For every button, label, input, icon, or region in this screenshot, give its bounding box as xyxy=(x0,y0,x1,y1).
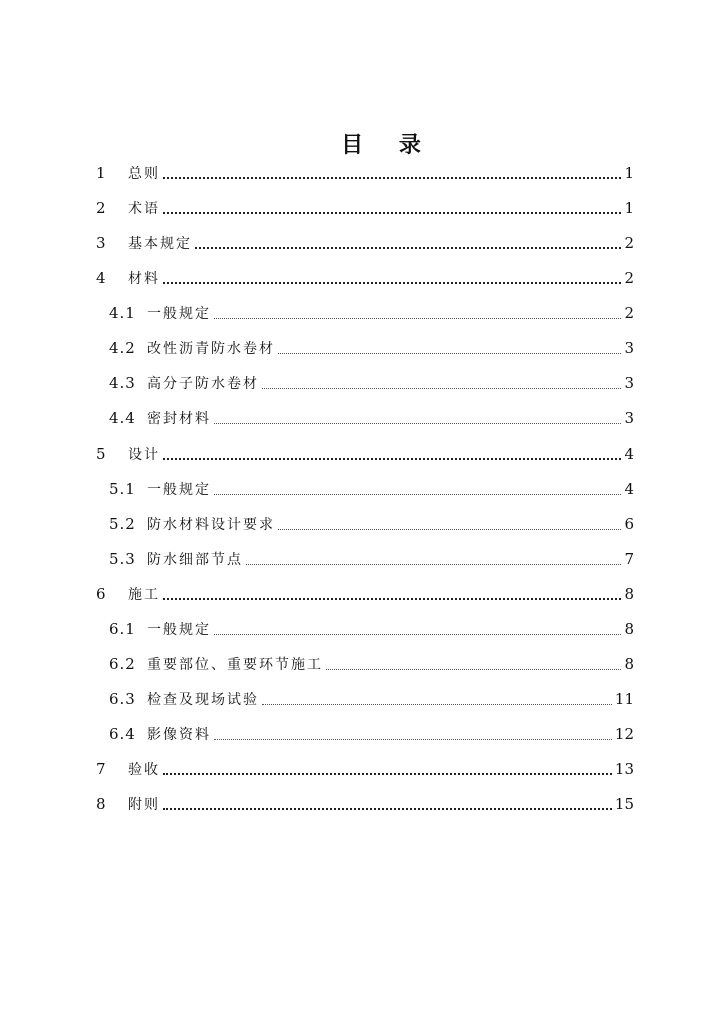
toc-entry-number: 5.1 xyxy=(109,480,136,498)
dot-leader xyxy=(214,493,621,495)
toc-entry-page: 12 xyxy=(614,725,634,743)
toc-entry-number: 1 xyxy=(96,164,106,182)
dot-leader xyxy=(214,633,621,635)
toc-entry-page: 2 xyxy=(624,304,634,322)
toc-entry-page: 2 xyxy=(624,269,634,287)
toc-entry-page: 2 xyxy=(624,234,634,252)
dot-leader xyxy=(246,563,621,565)
toc-entry-page: 8 xyxy=(624,655,634,673)
toc-entry-number: 7 xyxy=(96,760,106,778)
toc-entry-number: 5.2 xyxy=(109,515,136,533)
toc-entry[interactable] xyxy=(109,511,634,537)
toc-entry-title: 防水材料设计要求 xyxy=(147,517,275,533)
toc-entry-title: 术语 xyxy=(128,201,160,217)
toc-entry-title: 基本规定 xyxy=(128,236,192,252)
toc-entry-title: 一般规定 xyxy=(147,482,211,498)
toc-entry[interactable] xyxy=(96,441,634,467)
toc-entry-title: 重要部位、重要环节施工 xyxy=(147,657,323,673)
toc-entry-number: 6.1 xyxy=(109,620,136,638)
toc-entry-number: 5.3 xyxy=(109,550,136,568)
dot-leader xyxy=(163,772,612,775)
toc-entry[interactable] xyxy=(109,300,634,326)
dot-leader xyxy=(326,668,621,670)
toc-entry-number: 3 xyxy=(96,234,106,252)
toc-entry[interactable] xyxy=(96,791,634,817)
toc-entry-page: 11 xyxy=(614,690,634,708)
toc-entry-title: 设计 xyxy=(128,447,160,463)
toc-entry-title: 检查及现场试验 xyxy=(147,692,259,708)
toc-entry-page: 3 xyxy=(624,374,634,392)
toc-entry-number: 8 xyxy=(96,795,106,813)
toc-entry-title: 一般规定 xyxy=(147,622,211,638)
toc-entry-title: 施工 xyxy=(128,587,160,603)
toc-entry[interactable] xyxy=(96,581,634,607)
dot-leader xyxy=(262,387,621,389)
toc-entry-title: 高分子防水卷材 xyxy=(147,376,259,392)
toc-entry-number: 6 xyxy=(96,585,106,603)
toc-entry-title: 附则 xyxy=(128,797,160,813)
toc-entry-number: 4.2 xyxy=(109,339,136,357)
toc-entry-title: 一般规定 xyxy=(147,306,211,322)
dot-leader xyxy=(163,281,621,284)
toc-entry-number: 6.3 xyxy=(109,690,136,708)
dot-leader xyxy=(278,528,621,530)
toc-entry-number: 4.1 xyxy=(109,304,136,322)
toc-entry-page: 3 xyxy=(624,339,634,357)
toc-entry[interactable] xyxy=(96,265,634,291)
toc-entry[interactable] xyxy=(109,405,634,431)
toc-title: 目 录 xyxy=(341,133,435,158)
toc-entry-page: 1 xyxy=(624,164,634,182)
toc-entry-number: 6.4 xyxy=(109,725,136,743)
dot-leader xyxy=(195,246,621,249)
toc-entry[interactable] xyxy=(96,756,634,782)
toc-entry[interactable] xyxy=(109,546,634,572)
toc-entry-title: 影像资料 xyxy=(147,727,211,743)
toc-entry-number: 4 xyxy=(96,269,106,287)
toc-entry-title: 改性沥青防水卷材 xyxy=(147,341,275,357)
toc-entry[interactable] xyxy=(96,195,634,221)
toc-entry-page: 3 xyxy=(624,409,634,427)
toc-entry-page: 13 xyxy=(614,760,634,778)
dot-leader xyxy=(163,176,621,179)
dot-leader xyxy=(278,352,621,354)
toc-entry-number: 6.2 xyxy=(109,655,136,673)
toc-entry-page: 8 xyxy=(624,620,634,638)
dot-leader xyxy=(163,807,612,810)
toc-entry[interactable] xyxy=(109,616,634,642)
dot-leader xyxy=(163,457,621,460)
toc-entry-page: 7 xyxy=(624,550,634,568)
toc-entry-page: 1 xyxy=(624,199,634,217)
toc-entry[interactable] xyxy=(96,160,634,186)
toc-entry-title: 材料 xyxy=(128,271,160,287)
toc-entry-number: 4.3 xyxy=(109,374,136,392)
toc-entry-page: 15 xyxy=(614,795,634,813)
toc-entry-number: 5 xyxy=(96,445,106,463)
toc-entry[interactable] xyxy=(109,476,634,502)
toc-entry-title: 防水细部节点 xyxy=(147,552,243,568)
toc-entry[interactable] xyxy=(96,230,634,256)
toc-entry[interactable] xyxy=(109,335,634,361)
dot-leader xyxy=(262,703,612,705)
toc-entry-number: 4.4 xyxy=(109,409,136,427)
toc-entry[interactable] xyxy=(109,721,634,747)
toc-entry[interactable] xyxy=(109,686,634,712)
dot-leader xyxy=(214,738,612,740)
toc-entry-title: 验收 xyxy=(128,762,160,778)
toc-entry[interactable] xyxy=(109,370,634,396)
dot-leader xyxy=(214,317,621,319)
toc-entry-page: 4 xyxy=(624,445,634,463)
toc-entry-title: 密封材料 xyxy=(147,411,211,427)
toc-entry-page: 4 xyxy=(624,480,634,498)
toc-entry-number: 2 xyxy=(96,199,106,217)
dot-leader xyxy=(163,211,621,214)
dot-leader xyxy=(163,597,621,600)
toc-entry-page: 6 xyxy=(624,515,634,533)
toc-entry-page: 8 xyxy=(624,585,634,603)
dot-leader xyxy=(214,422,621,424)
toc-entry-title: 总则 xyxy=(128,166,160,182)
toc-entry[interactable] xyxy=(109,651,634,677)
